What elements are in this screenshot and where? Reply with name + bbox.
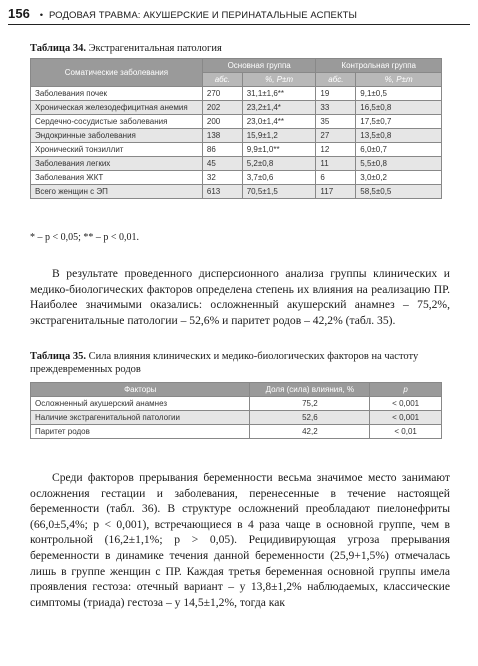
cell-share: 42,2 (250, 425, 370, 439)
table34-subheader-pct: %, P±m (242, 73, 316, 87)
table34-subheader-abs: абс. (316, 73, 356, 87)
cell-abs: 613 (202, 185, 242, 199)
running-title: РОДОВАЯ ТРАВМА: АКУШЕРСКИЕ И ПЕРИНАТАЛЬНЫЕ АСПЕКТЫ (48, 10, 358, 21)
table34-caption (30, 42, 450, 55)
table-row (31, 185, 442, 199)
cell-pct: 23,2±1,4* (242, 101, 316, 115)
cell-abs: 138 (202, 129, 242, 143)
table34-subheader-pct: %, P±m (356, 73, 442, 87)
page-number: 156 (8, 6, 30, 21)
cell-share: 75,2 (250, 397, 370, 411)
cell-pct: 31,1±1,6** (242, 87, 316, 101)
row-label: Осложненный акушерский анамнез (31, 397, 250, 411)
running-header (8, 6, 470, 25)
table-row (31, 87, 442, 101)
cell-share: 52,6 (250, 411, 370, 425)
row-label: Хронический тонзиллит (31, 143, 203, 157)
table-row (31, 101, 442, 115)
row-label: Наличие экстрагенитальной патологии (31, 411, 250, 425)
cell-p: < 0,01 (370, 425, 442, 439)
cell-abs: 32 (202, 171, 242, 185)
cell-pct: 16,5±0,8 (356, 101, 442, 115)
table-row (31, 143, 442, 157)
row-label: Заболевания ЖКТ (31, 171, 203, 185)
table-row (31, 397, 442, 411)
cell-abs: 12 (316, 143, 356, 157)
table-row (31, 411, 442, 425)
table34-subheader-abs: абс. (202, 73, 242, 87)
table-row (31, 157, 442, 171)
cell-abs: 200 (202, 115, 242, 129)
cell-pct: 5,5±0,8 (356, 157, 442, 171)
table34-footnote: * – p < 0,05; ** – p < 0,01. (30, 232, 140, 243)
table35-header-share: Доля (сила) влияния, % (250, 383, 370, 397)
body-paragraph-2: Среди факторов прерывания беременности весьма значимое место занимают осложнения гестации и заболевания, перенесенные в течение настоящей беременности (табл. 36). В структуре осложнений преобладают пиелонефриты (66,0±5,4%; p < 0,001), встречающиеся в 4 раза чаще в основной группе, чем в контрольной (16,2±1,1%; p > 0,05). Рецидивирующая угроза прерывания беременности в динамике течения данной беременности (25,9+1,5%) отмечалась лишь в группе женщин с ПР. Каждая третья беременная основной группы имела проявления гестоза: отечный вариант – у 13,8±1,2% наблюдаемых, классические симптомы (триада) гестоза – у 14,5±1,2%, тогда как (30, 471, 450, 609)
table34-header-control-group: Контрольная группа (316, 59, 442, 73)
cell-pct: 17,5±0,7 (356, 115, 442, 129)
table34-caption-text: Экстрагенитальная патология (85, 43, 222, 54)
cell-pct: 6,0±0,7 (356, 143, 442, 157)
cell-abs: 86 (202, 143, 242, 157)
cell-pct: 5,2±0,8 (242, 157, 316, 171)
cell-abs: 35 (316, 115, 356, 129)
table-row (31, 115, 442, 129)
cell-pct: 15,9±1,2 (242, 129, 316, 143)
row-label: Паритет родов (31, 425, 250, 439)
cell-pct: 9,9±1,0** (242, 143, 316, 157)
header-separator: • (39, 10, 44, 21)
cell-abs: 202 (202, 101, 242, 115)
table34-caption-label: Таблица 34. (30, 43, 86, 54)
cell-pct: 58,5±0,5 (356, 185, 442, 199)
table35 (30, 382, 442, 439)
table35-caption-text: Сила влияния клинических и медико-биологических факторов на частоту преждевременных родов (30, 351, 419, 375)
row-label: Хроническая железодефицитная анемия (31, 101, 203, 115)
table35-caption-label: Таблица 35. (30, 351, 86, 362)
table34-header-diseases: Соматические заболевания (31, 59, 203, 87)
row-label: Заболевания почек (31, 87, 203, 101)
row-label: Сердечно-сосудистые заболевания (31, 115, 203, 129)
cell-pct: 23,0±1,4** (242, 115, 316, 129)
row-label: Заболевания легких (31, 157, 203, 171)
row-label: Эндокринные заболевания (31, 129, 203, 143)
cell-pct: 3,0±0,2 (356, 171, 442, 185)
cell-pct: 3,7±0,6 (242, 171, 316, 185)
cell-abs: 6 (316, 171, 356, 185)
cell-pct: 9,1±0,5 (356, 87, 442, 101)
cell-abs: 45 (202, 157, 242, 171)
cell-p: < 0,001 (370, 397, 442, 411)
table35-caption (30, 350, 450, 376)
table35-header-p: p (370, 383, 442, 397)
cell-p: < 0,001 (370, 411, 442, 425)
cell-abs: 270 (202, 87, 242, 101)
cell-abs: 27 (316, 129, 356, 143)
table34 (30, 58, 442, 199)
row-label: Всего женщин с ЭП (31, 185, 203, 199)
table-row (31, 425, 442, 439)
cell-pct: 13,5±0,8 (356, 129, 442, 143)
cell-abs: 11 (316, 157, 356, 171)
cell-abs: 117 (316, 185, 356, 199)
body-paragraph-1: В результате проведенного дисперсионного анализа группы клинических и медико-биологических факторов определена степень их влияния на реализацию ПР. Наиболее значимыми оказались: осложненный акушерский анамнез – 75,2%, экстрагенитальные патологии – 52,6% и паритет родов – 42,2% (табл. 35). (30, 267, 450, 327)
table35-header-factors: Факторы (31, 383, 250, 397)
cell-abs: 33 (316, 101, 356, 115)
cell-abs: 19 (316, 87, 356, 101)
table34-header-main-group: Основная группа (202, 59, 316, 73)
table-row (31, 171, 442, 185)
table-row (31, 129, 442, 143)
cell-pct: 70,5±1,5 (242, 185, 316, 199)
